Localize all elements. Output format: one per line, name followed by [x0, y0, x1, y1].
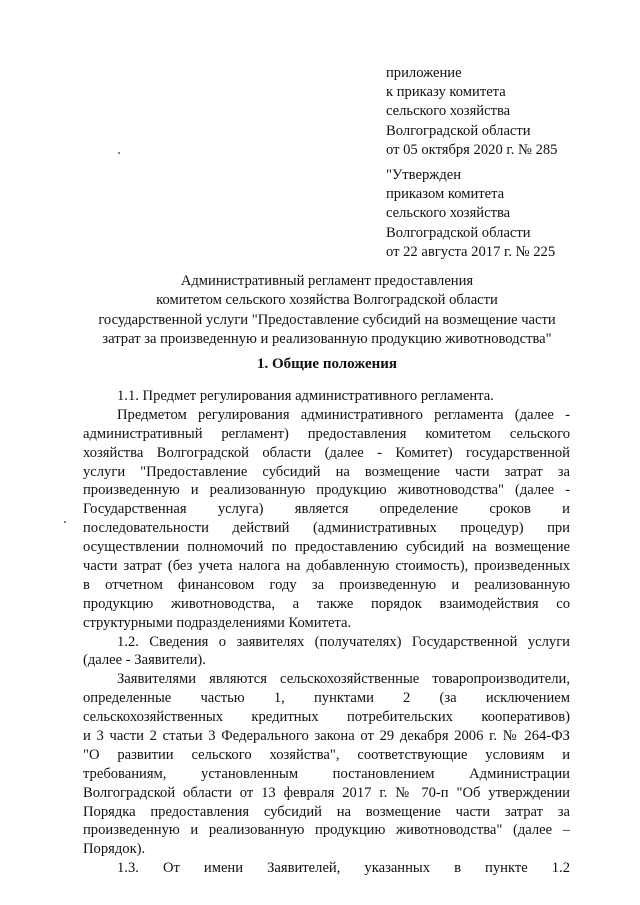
body-line: (далее - Заявители). — [83, 652, 206, 669]
body-line: 1.1. Предмет регулирования административного регламента. — [117, 388, 494, 404]
appendix-line: к приказу комитета — [386, 84, 506, 101]
body-line: Государственная услуга) является определение сроков и — [83, 501, 570, 518]
body-line: продукцию животноводства, а также порядок взаимодействия со — [83, 595, 570, 612]
scan-speck — [118, 152, 120, 154]
body-line: произведенную и реализованную продукцию животноводства" (далее – — [83, 822, 570, 839]
approval-line: Волгоградской области — [386, 224, 531, 241]
body-line: сельскохозяйственных кредитных потребительских кооперативов) — [83, 709, 570, 726]
approval-line: "Утвержден — [386, 167, 462, 183]
scan-speck — [64, 521, 66, 523]
approval-line: приказом комитета — [386, 186, 505, 203]
approval-header — [386, 166, 555, 262]
body-line: хозяйства Волгоградской области (далее - Комитет) государственной — [83, 444, 570, 461]
body-line: произведенную и реализованную продукцию животноводства" (далее - — [83, 482, 570, 499]
body-line: структурными подразделениями Комитета. — [83, 614, 352, 631]
title-line: государственной услуги "Предоставление субсидий на возмещение части — [98, 311, 556, 328]
body-line: последовательности действий (административных процедур) при — [83, 520, 570, 537]
body-line: "О развитии сельского хозяйства", соответствующие условиям и — [83, 746, 570, 763]
title-line: затрат за произведенную и реализованную продукцию животноводства" — [102, 330, 552, 347]
body-line: осуществлении полномочий по предоставлению субсидий на возмещение — [83, 539, 570, 556]
title-line: Административный регламент предоставления — [180, 273, 474, 289]
document-title — [60, 272, 594, 349]
body-text — [83, 387, 570, 878]
body-line: требованиям, установленным постановлением Администрации — [83, 765, 570, 782]
body-line: 1.2. Сведения о заявителях (получателях) Государственной услуги — [117, 633, 570, 650]
body-line: определенные частью 1, пунктами 2 (за исключением — [83, 690, 570, 707]
body-line: в отчетном финансовом году за произведенную и реализованную — [83, 576, 570, 593]
body-line: и 3 части 2 статьи 3 Федерального закона от 29 декабря 2006 г. № 264-ФЗ — [83, 728, 570, 745]
appendix-line: сельского хозяйства — [386, 103, 511, 120]
body-line: Волгоградской области от 13 февраля 2017 г. № 70-п "Об утверждении — [83, 784, 570, 801]
body-line: Порядка предоставления субсидий на возмещение части затрат за — [83, 803, 570, 820]
approval-line: от 22 августа 2017 г. № 225 — [386, 243, 556, 260]
title-line: комитетом сельского хозяйства Волгоградской области — [156, 292, 498, 309]
section-heading: 1. Общие положения — [256, 356, 398, 372]
body-line: административный регламент) предоставления комитетом сельского — [83, 425, 570, 442]
body-line: услуги "Предоставление субсидий на возмещение части затрат за — [83, 463, 570, 480]
approval-line: сельского хозяйства — [386, 205, 511, 222]
body-line: Предметом регулирования административного регламента (далее - — [117, 406, 570, 423]
appendix-line: приложение — [386, 65, 462, 81]
body-line: 1.3. От имени Заявителей, указанных в пункте 1.2 — [117, 860, 570, 877]
appendix-line: от 05 октября 2020 г. № 285 — [386, 141, 558, 158]
appendix-header — [386, 64, 557, 160]
body-line: части затрат (без учета налога на добавленную стоимость), произведенных — [83, 558, 570, 575]
body-line: Порядок). — [83, 841, 146, 858]
appendix-line: Волгоградской области — [386, 122, 531, 139]
body-line: Заявителями являются сельскохозяйственные товаропроизводители, — [117, 671, 570, 688]
